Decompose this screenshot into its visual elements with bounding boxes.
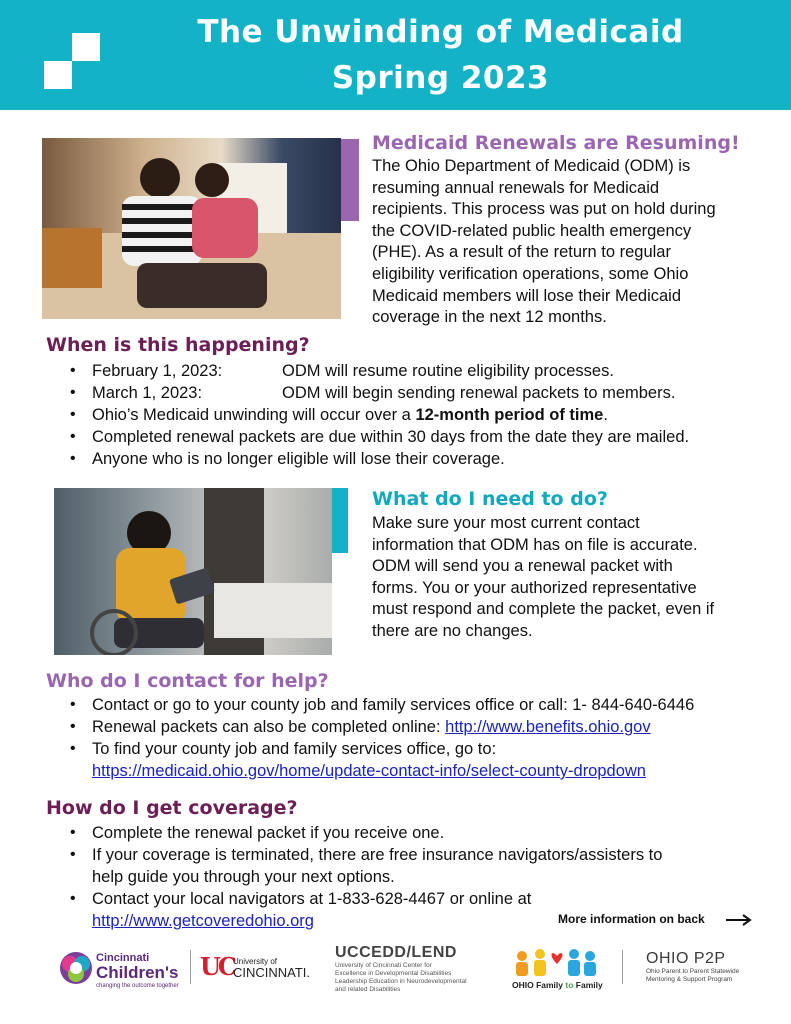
logo-divider (190, 950, 191, 984)
more-info-text: More information on back (558, 912, 705, 926)
arrow-right-icon (726, 913, 752, 927)
logo-caption: University of Cincinnati Center for (335, 962, 432, 969)
text-line: Make sure your most current contact (372, 514, 640, 532)
list-item (46, 738, 694, 782)
text-line: The Ohio Department of Medicaid (ODM) is (372, 157, 691, 175)
item-text: help guide you through your next options. (92, 868, 395, 886)
list-item (46, 822, 662, 844)
getcoveredohio-link[interactable]: http://www.getcoveredohio.org (92, 912, 314, 930)
logo-tagline: changing the outcome together (96, 983, 179, 989)
list-item (46, 694, 694, 716)
item-text: Completed renewal packets are due within 30 days from the date they are mailed. (92, 428, 690, 446)
item-text: Contact your local navigators at 1-833-628-4467 or online at (92, 890, 532, 908)
logo-caption: Excellence in Developmental Disabilities (335, 970, 452, 977)
childrens-emblem-icon (58, 950, 94, 986)
text-line: resuming annual renewals for Medicaid (372, 178, 660, 197)
item-bold: 12-month period of time (415, 406, 604, 424)
logo-caption: Mentoring & Support Program (646, 976, 733, 983)
item-text: To find your county job and family services office, go to: (92, 740, 497, 758)
logo-divider (622, 950, 623, 984)
accent-bar (341, 139, 359, 221)
item-text: If your coverage is terminated, there are free insurance navigators/assisters to (92, 846, 663, 864)
logo-text-part: Family (575, 980, 603, 990)
renewals-text (372, 156, 716, 329)
item-text: ODM will resume routine eligibility processes. (282, 362, 614, 380)
todo-heading: What do I need to do? (372, 488, 608, 510)
renewals-heading: Medicaid Renewals are Resuming! (372, 132, 740, 154)
item-text: Complete the renewal packet if you receive one. (92, 824, 445, 842)
logo-caption: Leadership Education in Neurodevelopmental (335, 978, 467, 985)
item-text: Anyone who is no longer eligible will lose their coverage. (92, 450, 505, 468)
text-line: ODM will send you a renewal packet with (372, 557, 673, 576)
uc-mark-icon: UC (200, 952, 235, 981)
partner-logos (0, 940, 791, 1010)
text-line: Medicaid members will lose their Medicaid (372, 286, 682, 305)
date-label: February 1, 2023: (92, 362, 223, 380)
item-text: Ohio’s Medicaid unwinding will occur over a (92, 406, 416, 424)
text-line: recipients. This process was put on hold during (372, 200, 716, 219)
item-text: ODM will begin sending renewal packets to members. (282, 384, 676, 402)
text-line: the COVID-related public health emergency (372, 221, 692, 240)
logo-title: UCCEDD/LEND (335, 944, 457, 961)
text-line: information that ODM has on file is accurate. (372, 535, 698, 554)
list-item (46, 404, 689, 426)
logo-text: CINCINNATI. (233, 965, 311, 980)
logo-text-part: OHIO Family (512, 980, 564, 990)
when-list (46, 360, 689, 470)
logo-text: Cincinnati (96, 952, 150, 964)
logo-text-part: to (565, 980, 574, 990)
contact-heading: Who do I contact for help? (46, 670, 329, 692)
logo-text (512, 980, 603, 990)
family-figures-icon (512, 946, 602, 978)
logo-caption: and related Disabilities (335, 986, 401, 993)
text-line: coverage in the next 12 months. (372, 308, 607, 327)
list-item (46, 448, 689, 470)
accent-bar (332, 488, 348, 553)
university-of-cincinnati-logo (200, 952, 325, 986)
todo-text (372, 513, 714, 643)
logo-text: University of (233, 957, 278, 966)
list-item (46, 716, 694, 738)
date-label: March 1, 2023: (92, 384, 203, 402)
benefits-link[interactable]: http://www.benefits.ohio.gov (445, 718, 651, 736)
list-item (46, 360, 689, 382)
contact-list (46, 694, 694, 782)
list-item (46, 426, 689, 448)
logo-title: OHIO P2P (646, 950, 726, 967)
logo-text: Children's (96, 963, 179, 982)
text-line: there are no changes. (372, 621, 533, 640)
text-line: forms. You or your authorized representative (372, 578, 697, 597)
page-title: The Unwinding of Medicaid (197, 14, 684, 50)
page-subtitle: Spring 2023 (331, 60, 550, 96)
county-dropdown-link[interactable]: https://medicaid.ohio.gov/home/update-contact-info/select-county-dropdown (92, 762, 646, 780)
coverage-heading: How do I get coverage? (46, 797, 298, 819)
ohio-family-to-family-logo (510, 946, 606, 996)
cincinnati-childrens-logo (58, 948, 183, 992)
item-text: Contact or go to your county job and family services office or call: 1- 844-640-6446 (92, 696, 695, 714)
text-line: must respond and complete the packet, even if (372, 600, 715, 619)
list-item (46, 844, 662, 888)
photo-woman-with-tablet (54, 488, 332, 655)
title-banner (0, 0, 791, 110)
text-line: eligibility verification operations, some Ohio (372, 264, 689, 283)
when-heading: When is this happening? (46, 334, 310, 356)
item-text: . (603, 406, 608, 424)
text-line: (PHE). As a result of the return to regular (372, 243, 671, 262)
logo-caption: Ohio Parent to Parent Statewide (646, 968, 740, 975)
item-text: Renewal packets can also be completed online: (92, 718, 446, 736)
ohio-p2p-logo (646, 950, 776, 994)
photo-family-on-couch (42, 138, 341, 319)
uccedd-lend-logo (335, 944, 500, 1004)
list-item (46, 382, 689, 404)
